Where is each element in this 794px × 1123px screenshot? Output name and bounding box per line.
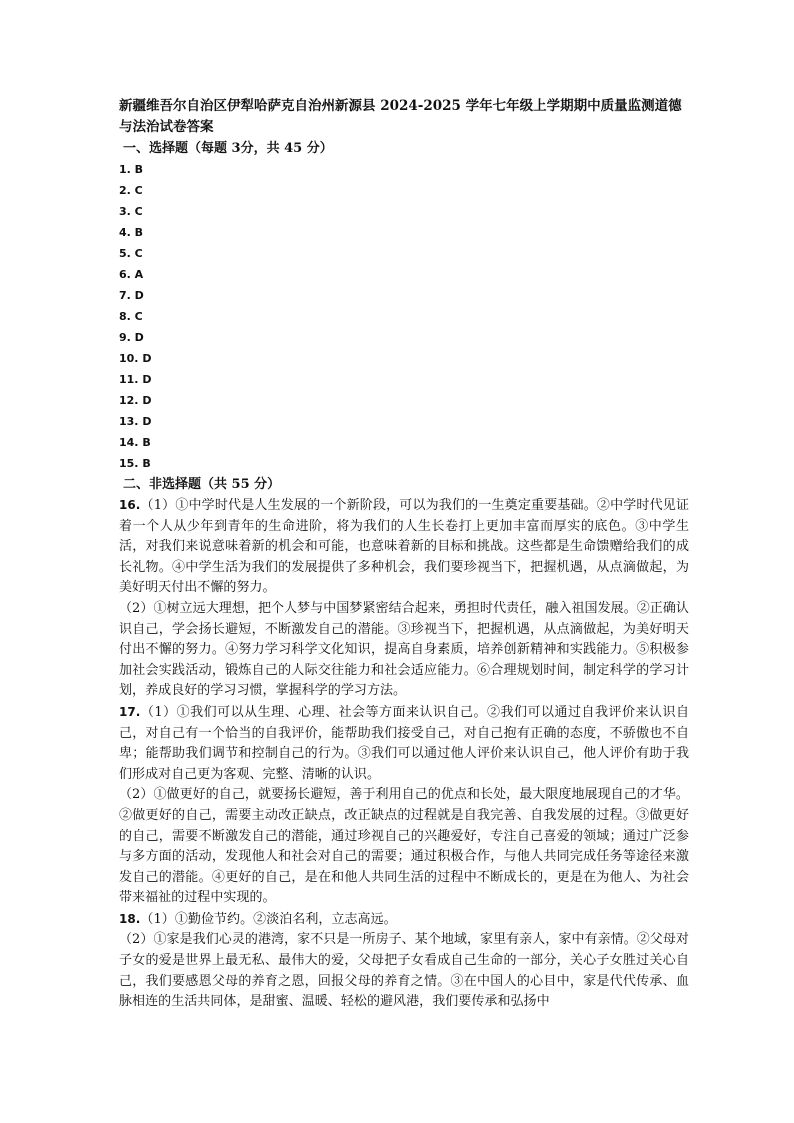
- choice-answer: 15. B: [119, 457, 151, 470]
- choice-answer: 12. D: [119, 394, 152, 407]
- choice-answer: 5. C: [119, 247, 143, 260]
- q16-part2: （2）①树立远大理想，把个人梦与中国梦紧密结合起来，勇担时代责任，融入祖国发展。②正确认识自己，学会扬长避短，不断激发自己的潜能。③珍视当下，把握机遇，从点滴做起，为美好明天付出不懈的努力。④努力学习科学文化知识，提高自身素质，培养创新精神和实践能力。⑤积极参加社会实践活动，锻炼自己的人际交往能力和社会适应能力。⑥合理规划时间，制定科学的学习计划，养成良好的学习习惯，掌握科学的学习方法。: [119, 600, 689, 699]
- q16-part1-text: （1）①中学时代是人生发展的一个新阶段，可以为我们的一生奠定重要基础。②中学时代见证着一个人从少年到青年的生命进阶，将为我们的人生长卷打上更加丰富而厚实的底色。③中学生活，对我们来说意味着新的机会和可能，也意味着新的目标和挑战。这些都是生命馈赠给我们的成长礼物。④中学生活为我们的发展提供了多种机会，我们要珍视当下，把握机遇，从点滴做起，为美好明天付出不懈的努力。: [119, 498, 689, 596]
- choice-answer: 6. A: [119, 268, 144, 281]
- choice-answer-list: [119, 159, 689, 474]
- q16-number: 16.: [119, 498, 141, 512]
- q17-part1-text: （1）①我们可以从生理、心理、社会等方面来认识自己。②我们可以通过自我评价来认识自己，对自己有一个恰当的自我评价，能帮助我们接受自己，对自己抱有正确的态度，不骄傲也不自卑；能帮助我们调节和控制自己的行为。③我们可以通过他人评价来认识自己，他人评价有助于我们形成对自己更为客观、完整、清晰的认识。: [119, 704, 689, 782]
- q17-part1: [119, 702, 689, 785]
- q17-part2: （2）①做更好的自己，就要扬长避短，善于利用自己的优点和长处，最大限度地展现自己的才华。②做更好的自己，需要主动改正缺点，改正缺点的过程就是自我完善、自我发展的过程。③做更好的自己，需要不断激发自己的潜能，通过珍视自己的兴趣爱好，专注自己喜爱的领域；通过广泛参与多方面的活动，发现他人和社会对自己的需要；通过积极合作，与他人共同完成任务等途径来激发自己的潜能。④更好的自己，是在和他人共同生活的过程中不断成长的，更是在为他人、为社会带来福祉的过程中实现的。: [119, 787, 689, 906]
- q18-part2: （2）①家是我们心灵的港湾，家不只是一所房子、某个地域，家里有亲人，家中有亲情。②父母对子女的爱是世界上最无私、最伟大的爱，父母把子女看成自己生命的一部分，关心子女胜过关心自己，我们要感恩父母的养育之恩，回报父母的养育之情。③在中国人的心目中，家是代代传承、血脉相连的生活共同体，是甜蜜、温暖、轻松的避风港，我们要传承和弘扬中: [119, 932, 689, 1010]
- q18-number: 18.: [119, 911, 141, 926]
- document-content: [119, 96, 689, 1013]
- choice-answer: 10. D: [119, 352, 152, 365]
- document-title: 新疆维吾尔自治区伊犁哈萨克自治州新源县 2024-2025 学年七年级上学期期中质量监测道德与法治试卷答案: [119, 98, 682, 135]
- choice-answer: 3. C: [119, 205, 143, 218]
- choice-answer: 11. D: [119, 373, 152, 386]
- choice-answer: 14. B: [119, 436, 151, 449]
- choice-answer: 2. C: [119, 184, 143, 197]
- choice-answer: 7. D: [119, 289, 144, 302]
- section-2-heading: 二、非选择题（共 55 分）: [123, 477, 281, 492]
- choice-answer: 13. D: [119, 415, 152, 428]
- choice-answer: 1. B: [119, 163, 144, 176]
- q18-part1: [119, 909, 689, 931]
- section-1-heading: 一、选择题（每题 3分，共 45 分）: [123, 141, 333, 156]
- q17-number: 17.: [119, 704, 141, 719]
- q16-part1: [119, 495, 689, 599]
- q18-part1-text: （1）①勤俭节约。②淡泊名利，立志高远。: [140, 911, 397, 927]
- choice-answer: 4. B: [119, 226, 144, 239]
- choice-answer: 9. D: [119, 331, 144, 344]
- choice-answer: 8. C: [119, 310, 143, 323]
